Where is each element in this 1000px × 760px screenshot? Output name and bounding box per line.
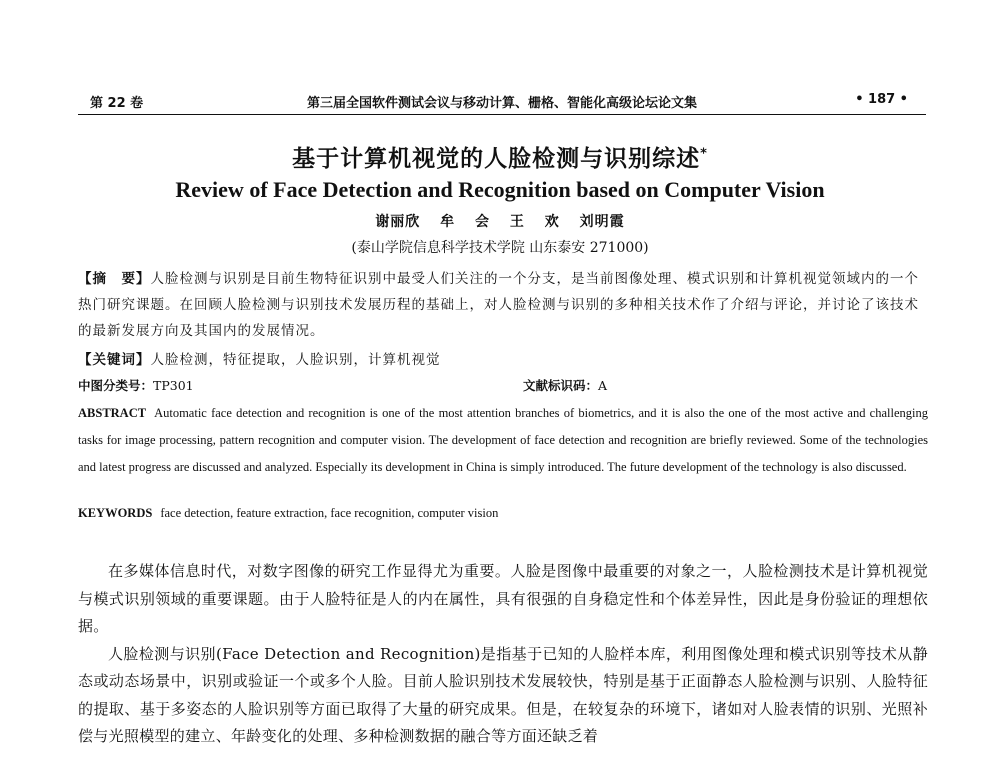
body-paragraph: 人脸检测与识别(Face Detection and Recognition)是指基于已知的人脸样本库，利用图像处理和模式识别等技术从静态或动态场景中，识别或验证一个或多个人脸。目前人脸识别技术发展较快，特别是基于正面静态人脸检测与识别、人脸特征的提取、基于多姿态的人脸识别等方面已取得了大量的研究成果。但是，在较复杂的环境下，诸如对人脸表情的识别、光照补偿与光照模型的建立、年龄变化的处理、多种检测数据的融合等方面还缺乏着: [78, 644, 928, 745]
title-chinese: [0, 140, 1000, 173]
body-paragraph: 在多媒体信息时代，对数字图像的研究工作显得尤为重要。人脸是图像中最重要的对象之一，人脸检测技术是计算机视觉与模式识别领域的重要课题。由于人脸特征是人的内在属性，具有很强的自身稳定性和个体差异性，因此是身份验证的理想依据。: [78, 562, 928, 635]
doc-code-value: A: [598, 378, 608, 393]
keywords-english: [78, 506, 928, 521]
header-rule: [78, 114, 926, 115]
conference-title: 第三届全国软件测试会议与移动计算、栅格、智能化高级论坛论文集: [306, 96, 697, 111]
keywords-en-label: KEYWORDS: [78, 506, 153, 520]
abstract-en-label: ABSTRACT: [78, 406, 147, 420]
keywords-cn-label: 【关键词】: [78, 352, 151, 368]
title-english: Review of Face Detection and Recognition based on Computer Vision: [175, 177, 825, 202]
clc-label: 中图分类号：: [78, 378, 154, 393]
abstract-cn-label: 【摘 要】: [78, 271, 151, 287]
keywords-cn-text: 人脸检测，特征提取，人脸识别，计算机视觉: [150, 352, 441, 368]
keywords-en-text: face detection, feature extraction, face recognition, computer vision: [160, 506, 499, 520]
keywords-chinese: [78, 348, 928, 368]
abstract-en-text: Automatic face detection and recognition is one of the most attention branches of biometrics, and it is also the one of the most active and challenging tasks for image processing, pattern recognition and computer vision. The development of face detection and recognition are briefly reviewed. Some of the technologies and latest progress are discussed and analyzed. Especially its development in China is simply introduced. The future development of the technology is also discussed.: [78, 406, 928, 474]
author-list: 谢丽欣 牟 会 王 欢 刘明霞: [375, 214, 625, 230]
title-cn-text: 基于计算机视觉的人脸检测与识别综述: [292, 146, 701, 172]
running-header: [78, 90, 926, 112]
page-number: • 187 •: [855, 92, 908, 107]
abstract-cn-text: 人脸检测与识别是目前生物特征识别中最受人们关注的一个分支，是当前图像处理、模式识别和计算机视觉领域内的一个热门研究课题。在回顾人脸检测与识别技术发展历程的基础上，对人脸检测与识别的多种相关技术作了介绍与评论，并讨论了该技术的最新发展方向及其国内的发展情况。: [78, 271, 919, 339]
document-code: [523, 376, 607, 394]
clc-value: TP301: [153, 378, 194, 393]
classification-line: [78, 376, 928, 394]
title-footnote-mark: *: [700, 146, 708, 162]
abstract-chinese: [78, 266, 928, 344]
body-text: [78, 558, 928, 751]
doc-code-label: 文献标识码：: [523, 378, 599, 393]
affiliation: (泰山学院信息科学技术学院 山东泰安 271000): [351, 240, 649, 256]
abstract-english: [78, 400, 928, 481]
volume-label: 第 22 卷: [90, 96, 144, 111]
